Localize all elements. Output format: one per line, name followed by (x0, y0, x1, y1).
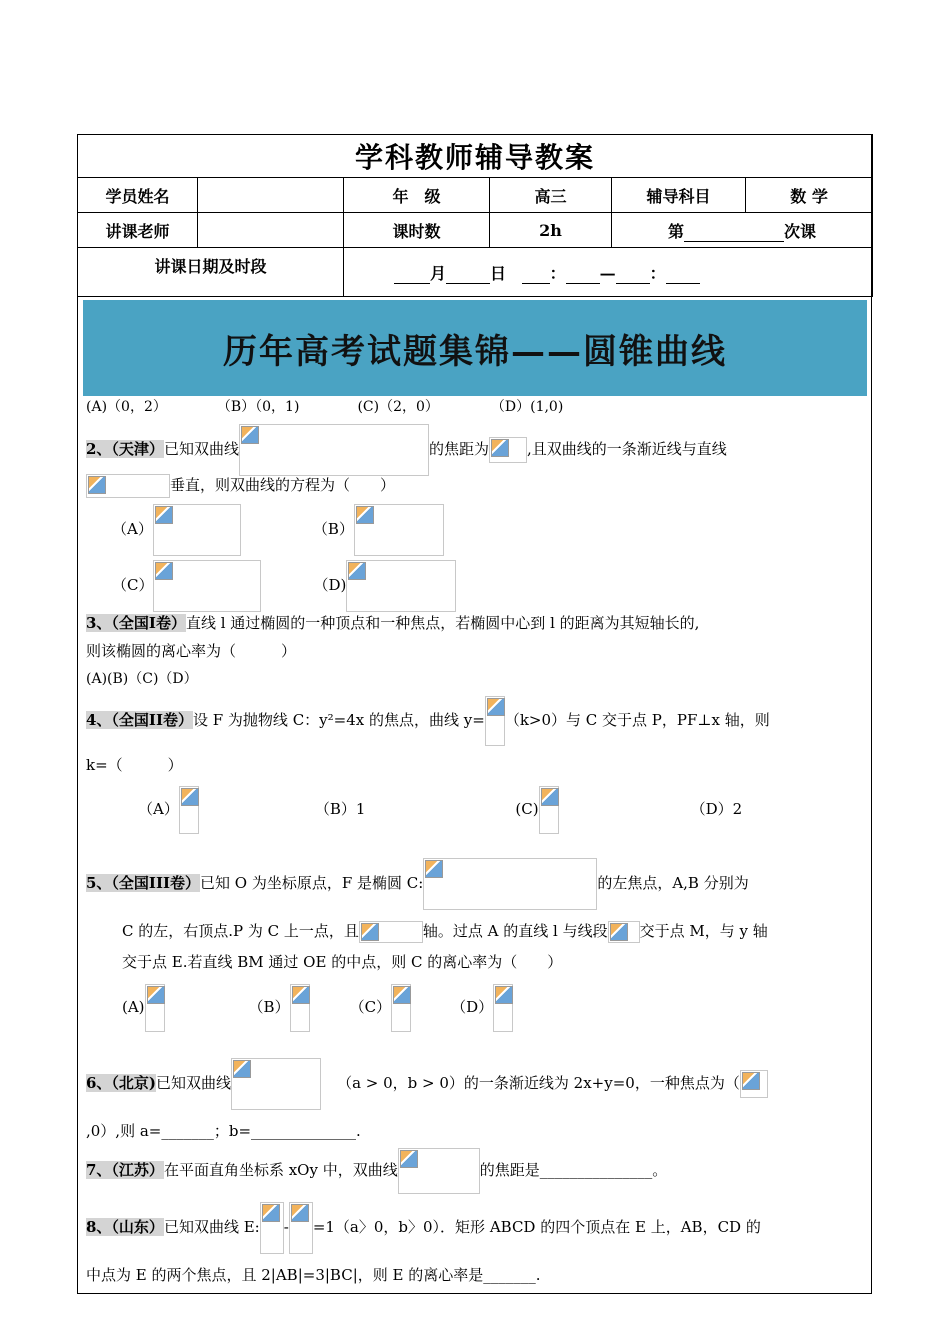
q4-options: （A） （B）1 (C) （D）2 (138, 786, 742, 834)
subject-value: 数 学 (746, 178, 873, 213)
q6-stem-2: ,0）,则 a=_______；b=______________. (86, 1122, 361, 1140)
formula-image (289, 1202, 313, 1254)
q5-stem-3: 交于点 E.若直线 BM 通过 OE 的中点，则 C 的离心率为（ ） (122, 953, 563, 971)
hours-value: 2h (490, 213, 612, 248)
q3-options: (A)(B)（C)（D） (86, 671, 198, 687)
header-table (77, 134, 873, 297)
q1-options: (A)（0，2） （B）（0，1) (C)（2，0） （D）(1,0) (86, 399, 564, 415)
section-banner (83, 300, 867, 396)
q4-stem-1: 4、（全国II卷）设 F 为抛物线 C：y²=4x 的焦点，曲线 y= （k>0）与 C 交于点 P，PF⊥x 轴，则 (86, 696, 770, 746)
formula-image (398, 1148, 480, 1194)
formula-image (740, 1070, 768, 1098)
lesson-count (612, 213, 873, 248)
student-label: 学员姓名 (78, 178, 198, 213)
formula-image (485, 696, 505, 746)
q8-stem-2: 中点为 E 的两个焦点，且 2|AB|=3|BC|，则 E 的离心率是_______. (86, 1266, 541, 1284)
teacher-label: 讲课老师 (78, 213, 198, 248)
lesson-prefix: 第 (668, 221, 685, 241)
formula-image (260, 1202, 284, 1254)
date-value: 月 日 ： — ： (344, 248, 873, 297)
formula-image (231, 1058, 321, 1110)
formula-image (86, 474, 170, 498)
formula-image (354, 504, 444, 556)
formula-image (153, 560, 261, 612)
page-title: 学科教师辅导教案 (78, 135, 873, 178)
formula-image (179, 786, 199, 834)
q6-stem-1: 6、（北京)已知双曲线 （a > 0，b > 0）的一条渐近线为 2x+y=0，一种焦点为（ (86, 1058, 768, 1110)
q7-stem: 7、（江苏）在平面直角坐标系 xOy 中，双曲线 的焦距是_______________。 (86, 1148, 667, 1194)
q5-stem-1: 5、（全国III卷）已知 O 为坐标原点，F 是椭圆 C: 的左焦点，A,B 分别为 (86, 858, 749, 910)
lesson-suffix: 次课 (784, 221, 817, 241)
q5-stem-2: C 的左，右顶点.P 为 C 上一点，且 轴。过点 A 的直线 l 与线段 交于点 M，与 y 轴 (122, 920, 768, 943)
hours-label: 课时数 (344, 213, 490, 248)
lesson-blank (684, 223, 784, 242)
q2-stem-2: 垂直，则双曲线的方程为（ ） (86, 474, 395, 498)
subject-label: 辅导科目 (612, 178, 746, 213)
q2-options-ab: （A） （B） (112, 504, 444, 556)
teacher-value (198, 213, 344, 248)
formula-image (608, 921, 640, 943)
formula-image (359, 921, 423, 943)
date-label: 讲课日期及时段 (78, 248, 344, 297)
grade-value: 高三 (490, 178, 612, 213)
formula-image (391, 984, 411, 1032)
student-value (198, 178, 344, 213)
q2-stem-1: 2、（天津）已知双曲线 的焦距为 ,且双曲线的一条渐近线与直线 (86, 424, 727, 476)
formula-image (423, 858, 597, 910)
q3-stem-2: 则该椭圆的离心率为（ ） (86, 642, 297, 660)
banner-title: 历年高考试题集锦——圆锥曲线 (223, 331, 727, 372)
formula-image (489, 437, 527, 463)
formula-image (239, 424, 429, 476)
q2-options-cd: （C） （D) (112, 560, 456, 612)
q4-stem-2: k=（ ） (86, 756, 183, 774)
formula-image (346, 560, 456, 612)
formula-image (539, 786, 559, 834)
formula-image (493, 984, 513, 1032)
q8-stem-1: 8、（山东）已知双曲线 E: - =1（a〉0，b〉0）．矩形 ABCD 的四个顶点在 E 上，AB，CD 的 (86, 1202, 761, 1254)
grade-label: 年 级 (344, 178, 490, 213)
formula-image (153, 504, 241, 556)
q3-stem-1: 3、（全国Ⅰ卷）直线 l 通过椭圆的一种顶点和一种焦点，若椭圆中心到 l 的距离为其短轴长的, (86, 614, 700, 632)
formula-image (145, 984, 165, 1032)
q5-options: (A) （B） （C） （D） (122, 984, 513, 1032)
formula-image (290, 984, 310, 1032)
